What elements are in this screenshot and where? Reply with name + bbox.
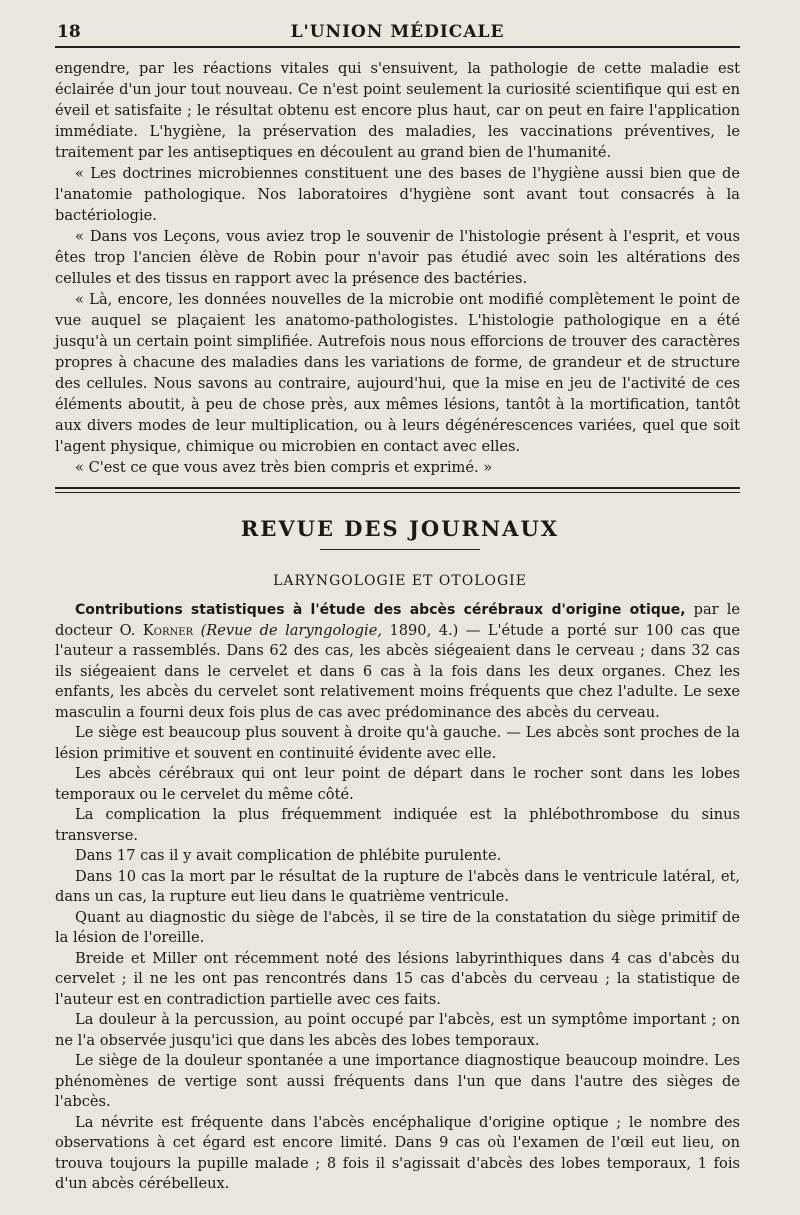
section-divider	[55, 487, 740, 489]
article-title: Contributions statistiques à l'étude des abcès cérébraux d'origine otique,	[75, 602, 686, 618]
article	[55, 600, 740, 1195]
paragraph: « Là, encore, les données nouvelles de la microbie ont modifié complètement le point de vue auquel se plaçaient les anatomo-pathologistes. L'histologie pathologique en a été jusqu'à un certain point simplifiée. Autrefois nous nous efforcions de trouver des caractères propres à chacune des maladies dans les variations de forme, de grandeur et de structure des cellules. Nous savons au contraire, aujourd'hui, que la mise en jeu de l'activité de ces éléments aboutit, à peu de chose près, aux mêmes lésions, tantôt à la mortification, tantôt aux divers modes de leur multiplication, ou à leurs dégénérescences variées, quel que soit l'agent physique, chimique ou microbien en contact avec elles.	[55, 291, 740, 455]
paragraph: Breide et Miller ont récemment noté des lésions labyrinthiques dans 4 cas d'abcès du cervelet ; il ne les ont pas rencontrés dans 15 cas d'abcès du cerveau ; la statistique de l'auteur est en contradiction partielle avec ces faits.	[55, 949, 740, 1008]
paragraph: Dans 10 cas la mort par le résultat de la rupture de l'abcès dans le ventricule latéral, et, dans un cas, la rupture eut lieu dans le quatrième ventricule.	[55, 867, 740, 905]
paragraph: Le siège est beaucoup plus souvent à droite qu'à gauche. — Les abcès sont proches de la lésion primitive et souvent en continuité évidente avec elle.	[55, 724, 740, 762]
subsection-title: LARYNGOLOGIE ET OTOLOGIE	[273, 573, 527, 589]
paragraph: Dans 17 cas il y avait complication de phlébite purulente.	[75, 847, 502, 864]
article-lead-paragraph	[55, 600, 740, 723]
author-name: Korner	[142, 621, 194, 639]
page-header	[55, 22, 740, 44]
continued-text	[55, 58, 740, 478]
section-title: REVUE DES JOURNAUX	[240, 516, 560, 541]
title-underline	[320, 549, 480, 550]
paragraph: « Dans vos Leçons, vous aviez trop le souvenir de l'histologie présent à l'esprit, et vous êtes trop l'ancien élève de Robin pour n'avoir pas étudié avec soin les altérations des cellules et des tissus en rapport avec la présence des bactéries.	[55, 228, 740, 287]
paragraph: La névrite est fréquente dans l'abcès encéphalique d'origine optique ; le nombre des observations à cet égard est encore limité. Dans 9 cas où l'examen de l'œil eut lieu, on trouva toujours la pupille malade ; 8 fois il s'agissait d'abcès des lobes temporaux, 1 fois d'un abcès cérébelleux.	[55, 1113, 740, 1192]
page-number: 18	[57, 22, 81, 42]
paragraph: Le siège de la douleur spontanée a une importance diagnostique beaucoup moindre. Les phénomènes de vertige sont aussi fréquents dans l'un que dans l'autre des sièges de l'abcès.	[55, 1052, 740, 1110]
paragraph: La complication la plus fréquemment indiquée est la phlébothrombose du sinus transverse.	[55, 806, 740, 844]
paragraph: Quant au diagnostic du siège de l'abcès, il se tire de la constatation du siège primitif de la lésion de l'oreille.	[55, 908, 740, 946]
source-journal: (Revue de laryngologie,	[200, 621, 382, 639]
article-lead-text: 1890, 4.) — L'étude a porté sur 100 cas que l'auteur a rassemblés. Dans 62 des cas, les abcès siégeaient dans le cerveau ; dans 32 cas ils siégeaient dans le cervelet et dans 6 cas à la fois dans les deux organes. Chez les enfants, les abcès du cervelet sont relativement moins fréquents que chez l'adulte. Le sexe masculin a fourni deux fois plus de cas avec prédominance des abcès du cerveau.	[55, 621, 741, 721]
running-title: L'UNION MÉDICALE	[290, 22, 505, 42]
paragraph: Les abcès cérébraux qui ont leur point de départ dans le rocher sont dans les lobes temporaux ou le cervelet du même côté.	[55, 765, 740, 803]
paragraph: « C'est ce que vous avez très bien compris et exprimé. »	[75, 459, 493, 476]
paragraph: « Les doctrines microbiennes constituent une des bases de l'hygiène aussi bien que de l'anatomie pathologique. Nos laboratoires d'hygiène sont avant tout consacrés à la bactériologie.	[55, 165, 740, 224]
paragraph: engendre, par les réactions vitales qui s'ensuivent, la pathologie de cette maladie est éclairée d'un jour tout nouveau. Ce n'est point seulement la curiosité scientifique qui est en éveil et satisfaite ; le résultat obtenu est encore plus haut, car on peut en faire l'application immédiate. L'hygiène, la préservation des maladies, les vaccinations préventives, le traitement par les antiseptiques en découlent au grand bien de l'humanité.	[55, 60, 740, 161]
section-divider-thin	[55, 492, 740, 493]
byline-prefix: par le docteur O.	[55, 601, 740, 639]
header-rule	[55, 46, 740, 48]
paragraph: La douleur à la percussion, au point occupé par l'abcès, est un symptôme important ; on ne l'a observée jusqu'ici que dans les abcès des lobes temporaux.	[55, 1011, 740, 1049]
